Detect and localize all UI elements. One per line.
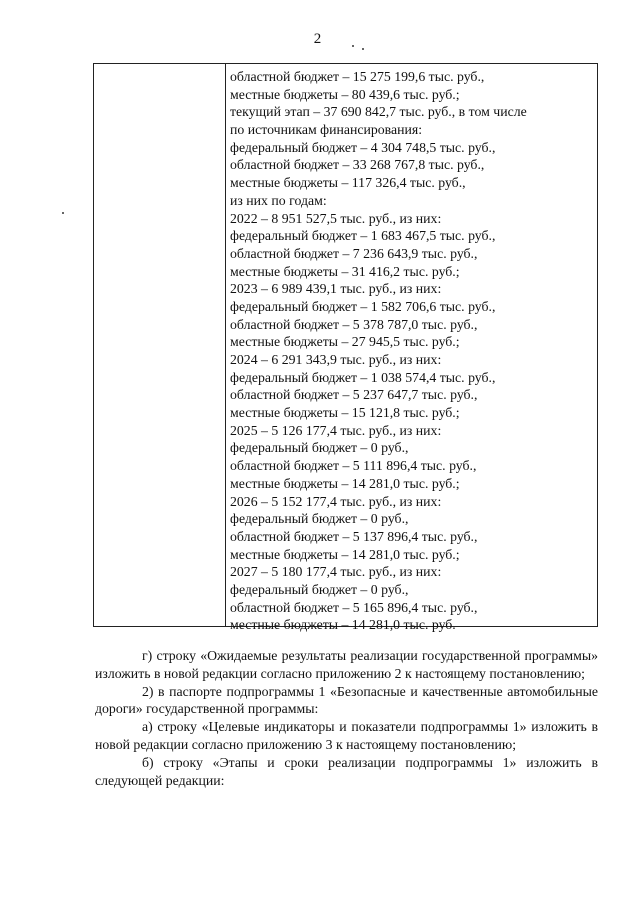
table-line: федеральный бюджет – 1 038 574,4 тыс. руб.,: [230, 369, 496, 385]
table-line: областной бюджет – 15 275 199,6 тыс. руб.,: [230, 69, 485, 84]
table-line: местные бюджеты – 14 281,0 тыс. руб.;: [230, 475, 460, 491]
table-line: местные бюджеты – 31 416,2 тыс. руб.;: [230, 263, 460, 279]
table-line: федеральный бюджет – 1 582 706,6 тыс. руб.,: [230, 298, 496, 314]
table-line: 2025 – 5 126 177,4 тыс. руб., из них:: [230, 422, 442, 438]
table-line: местные бюджеты – 15 121,8 тыс. руб.;: [230, 405, 460, 421]
table-line: местные бюджеты – 117 326,4 тыс. руб.,: [230, 175, 466, 191]
page-number: 2: [313, 31, 322, 47]
table-line: 2027 – 5 180 177,4 тыс. руб., из них:: [230, 564, 442, 580]
table-line: 2024 – 6 291 343,9 тыс. руб., из них:: [230, 352, 442, 367]
financing-cell: [230, 68, 593, 634]
table-line: местные бюджеты – 14 281,0 тыс. руб.: [230, 617, 456, 633]
table-line: текущий этап – 37 690 842,7 тыс. руб., в том числе: [230, 104, 527, 120]
table-line: 2022 – 8 951 527,5 тыс. руб., из них:: [230, 210, 442, 226]
table-line: федеральный бюджет – 4 304 748,5 тыс. руб.,: [230, 139, 496, 155]
scan-speck: [362, 48, 364, 50]
paragraph-2: 2) в паспорте подпрограммы 1 «Безопасные и качественные автомобильные дороги» государственной программы:: [95, 683, 598, 717]
table-line: местные бюджеты – 80 439,6 тыс. руб.;: [230, 86, 460, 102]
table-line: федеральный бюджет – 0 руб.,: [230, 581, 409, 597]
paragraph-a: а) строку «Целевые индикаторы и показатели подпрограммы 1» изложить в новой редакции согласно приложению 3 к настоящему постановлению;: [95, 719, 598, 752]
table-column-divider: [225, 64, 226, 626]
table-line: областной бюджет – 5 137 896,4 тыс. руб.,: [230, 528, 478, 544]
scan-speck: [352, 45, 354, 47]
table-line: местные бюджеты – 27 945,5 тыс. руб.;: [230, 334, 460, 350]
table-line: федеральный бюджет – 1 683 467,5 тыс. руб.,: [230, 228, 496, 244]
paragraph-b: б) строку «Этапы и сроки реализации подпрограммы 1» изложить в следующей редакции:: [95, 755, 598, 788]
table-line: областной бюджет – 5 237 647,7 тыс. руб.,: [230, 387, 478, 403]
passport-table: [93, 63, 598, 633]
table-line: областной бюджет – 33 268 767,8 тыс. руб.,: [230, 157, 485, 173]
table-line: из них по годам:: [230, 192, 327, 208]
paragraph-g: г) строку «Ожидаемые результаты реализации государственной программы» изложить в новой редакции согласно приложению 2 к настоящему постановлению;: [95, 648, 598, 681]
table-line: областной бюджет – 5 378 787,0 тыс. руб.,: [230, 316, 478, 332]
table-line: областной бюджет – 5 111 896,4 тыс. руб.,: [230, 458, 477, 474]
table-line: областной бюджет – 7 236 643,9 тыс. руб.,: [230, 245, 478, 261]
table-line: федеральный бюджет – 0 руб.,: [230, 440, 409, 456]
scan-speck: [62, 212, 64, 214]
table-line: 2026 – 5 152 177,4 тыс. руб., из них:: [230, 493, 442, 509]
table-line: 2023 – 6 989 439,1 тыс. руб., из них:: [230, 281, 442, 297]
document-body: [95, 647, 598, 790]
table-line: областной бюджет – 5 165 896,4 тыс. руб.,: [230, 599, 478, 615]
table-line: местные бюджеты – 14 281,0 тыс. руб.;: [230, 546, 460, 562]
table-line: по источникам финансирования:: [230, 122, 423, 138]
table-line: федеральный бюджет – 0 руб.,: [230, 511, 409, 527]
